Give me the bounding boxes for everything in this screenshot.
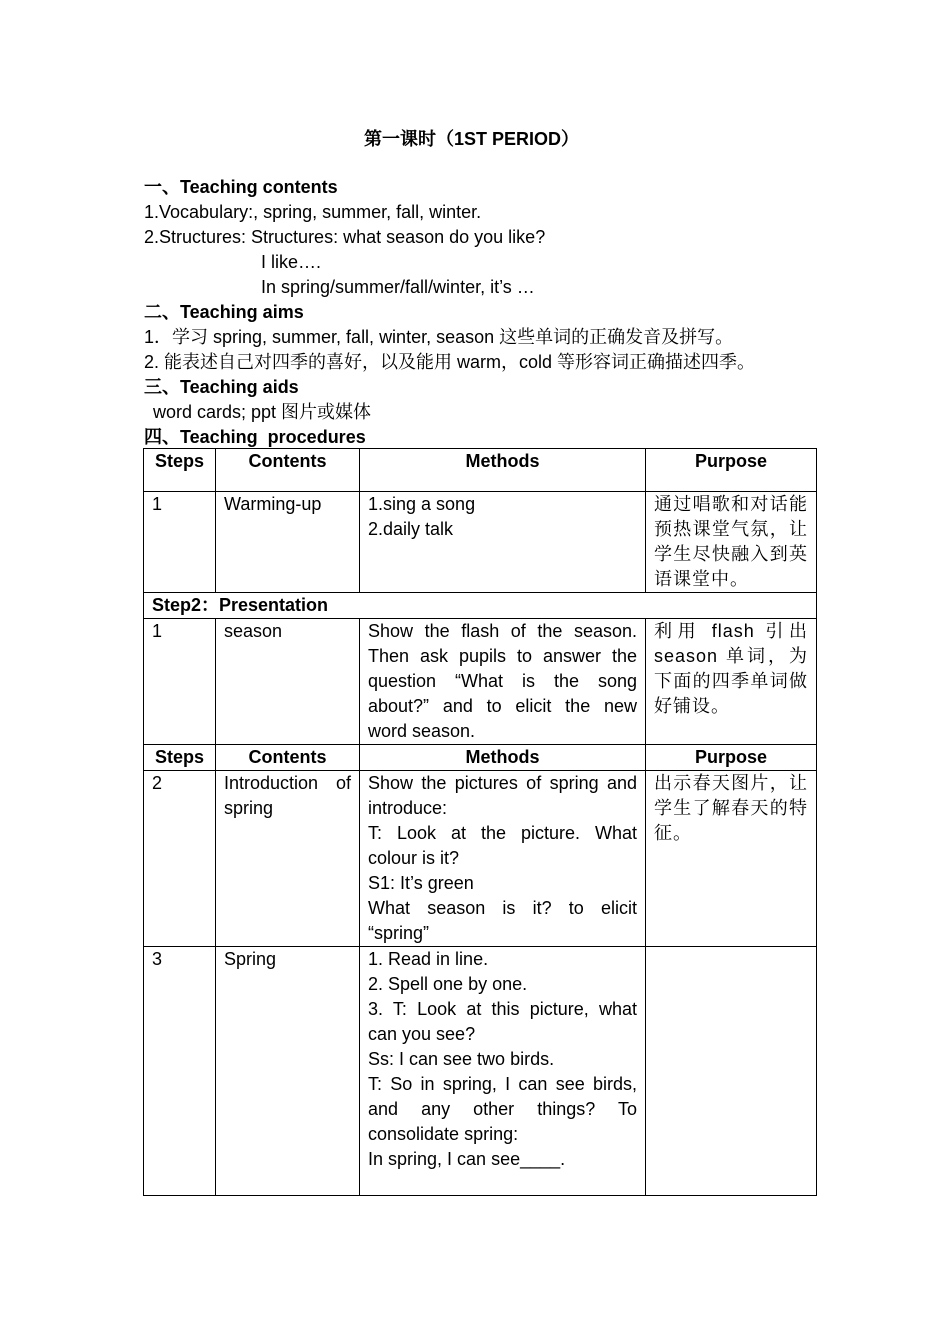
procedures-table (143, 448, 817, 1196)
cell-content: Spring (216, 947, 360, 1196)
contents-line-structures: 2.Structures: Structures: what season do you like? (144, 227, 546, 247)
cell-methods: Show the flash of the season. Then ask pupils to answer the question “What is the song about?” and to elicit the new word season. (360, 619, 646, 745)
table-header-row (144, 449, 817, 492)
table-row (144, 947, 817, 1196)
method-line: T: Look at the picture. What colour is it? (368, 823, 637, 868)
method-line: 3. T: Look at this picture, what can you see? (368, 999, 637, 1044)
aims-line-2: 2. 能表述自己对四季的喜好，以及能用 warm，cold 等形容词正确描述四季。 (144, 352, 756, 372)
cell-purpose: 利用 flash 引出 season 单词，为下面的四季单词做好铺设。 (646, 619, 817, 745)
header-contents: Contents (216, 745, 360, 771)
method-line: T: So in spring, I can see birds, and any other things? To consolidate spring: (368, 1074, 637, 1144)
cell-content: Warming-up (216, 492, 360, 593)
header-contents: Contents (216, 449, 360, 492)
method-line: What season is it? to elicit “spring” (368, 898, 637, 943)
header-steps: Steps (144, 745, 216, 771)
section-row (144, 593, 817, 619)
section-heading-procedures: 四、Teaching procedures (144, 427, 366, 447)
method-line: 1. Read in line. (368, 949, 489, 969)
cell-purpose (646, 947, 817, 1196)
cell-step: 3 (144, 947, 216, 1196)
document-body (144, 175, 824, 450)
header-methods: Methods (360, 745, 646, 771)
table-row (144, 771, 817, 947)
method-line: S1: It’s green (368, 873, 474, 893)
cell-purpose: 出示春天图片，让学生了解春天的特征。 (646, 771, 817, 947)
method-line: In spring, I can see____. (368, 1149, 566, 1169)
section-presentation: Step2：Presentation (144, 593, 817, 619)
table-header-row-repeat (144, 745, 817, 771)
cell-content: season (216, 619, 360, 745)
header-steps: Steps (144, 449, 216, 492)
aims-line-1: 1．学习 spring, summer, fall, winter, season 这些单词的正确发音及拼写。 (144, 327, 734, 347)
section-heading-aids: 三、Teaching aids (144, 377, 299, 397)
header-purpose: Purpose (646, 449, 817, 492)
section-heading-contents: 一、Teaching contents (144, 177, 338, 197)
cell-methods (360, 492, 646, 593)
header-purpose: Purpose (646, 745, 817, 771)
method-line: Ss: I can see two birds. (368, 1049, 555, 1069)
contents-line-vocabulary: 1.Vocabulary:, spring, summer, fall, winter. (144, 202, 482, 222)
contents-line-i-like: I like…. (261, 252, 322, 272)
contents-line-in-season: In spring/summer/fall/winter, it’s … (261, 277, 535, 297)
page-title: 第一课时（1ST PERIOD） (363, 129, 580, 149)
method-line: 2. Spell one by one. (368, 974, 528, 994)
method-line: 2.daily talk (368, 519, 454, 539)
cell-step: 2 (144, 771, 216, 947)
cell-step: 1 (144, 492, 216, 593)
table-row (144, 492, 817, 593)
cell-methods (360, 771, 646, 947)
header-methods: Methods (360, 449, 646, 492)
method-line: 1.sing a song (368, 494, 476, 514)
cell-purpose: 通过唱歌和对话能预热课堂气氛，让学生尽快融入到英语课堂中。 (646, 492, 817, 593)
method-line: Show the pictures of spring and introduce: (368, 773, 637, 818)
table-row (144, 619, 817, 745)
aids-line: word cards; ppt 图片或媒体 (153, 402, 372, 422)
section-heading-aims: 二、Teaching aims (144, 302, 304, 322)
cell-methods (360, 947, 646, 1196)
cell-content: Introduction of spring (216, 771, 360, 947)
cell-step: 1 (144, 619, 216, 745)
